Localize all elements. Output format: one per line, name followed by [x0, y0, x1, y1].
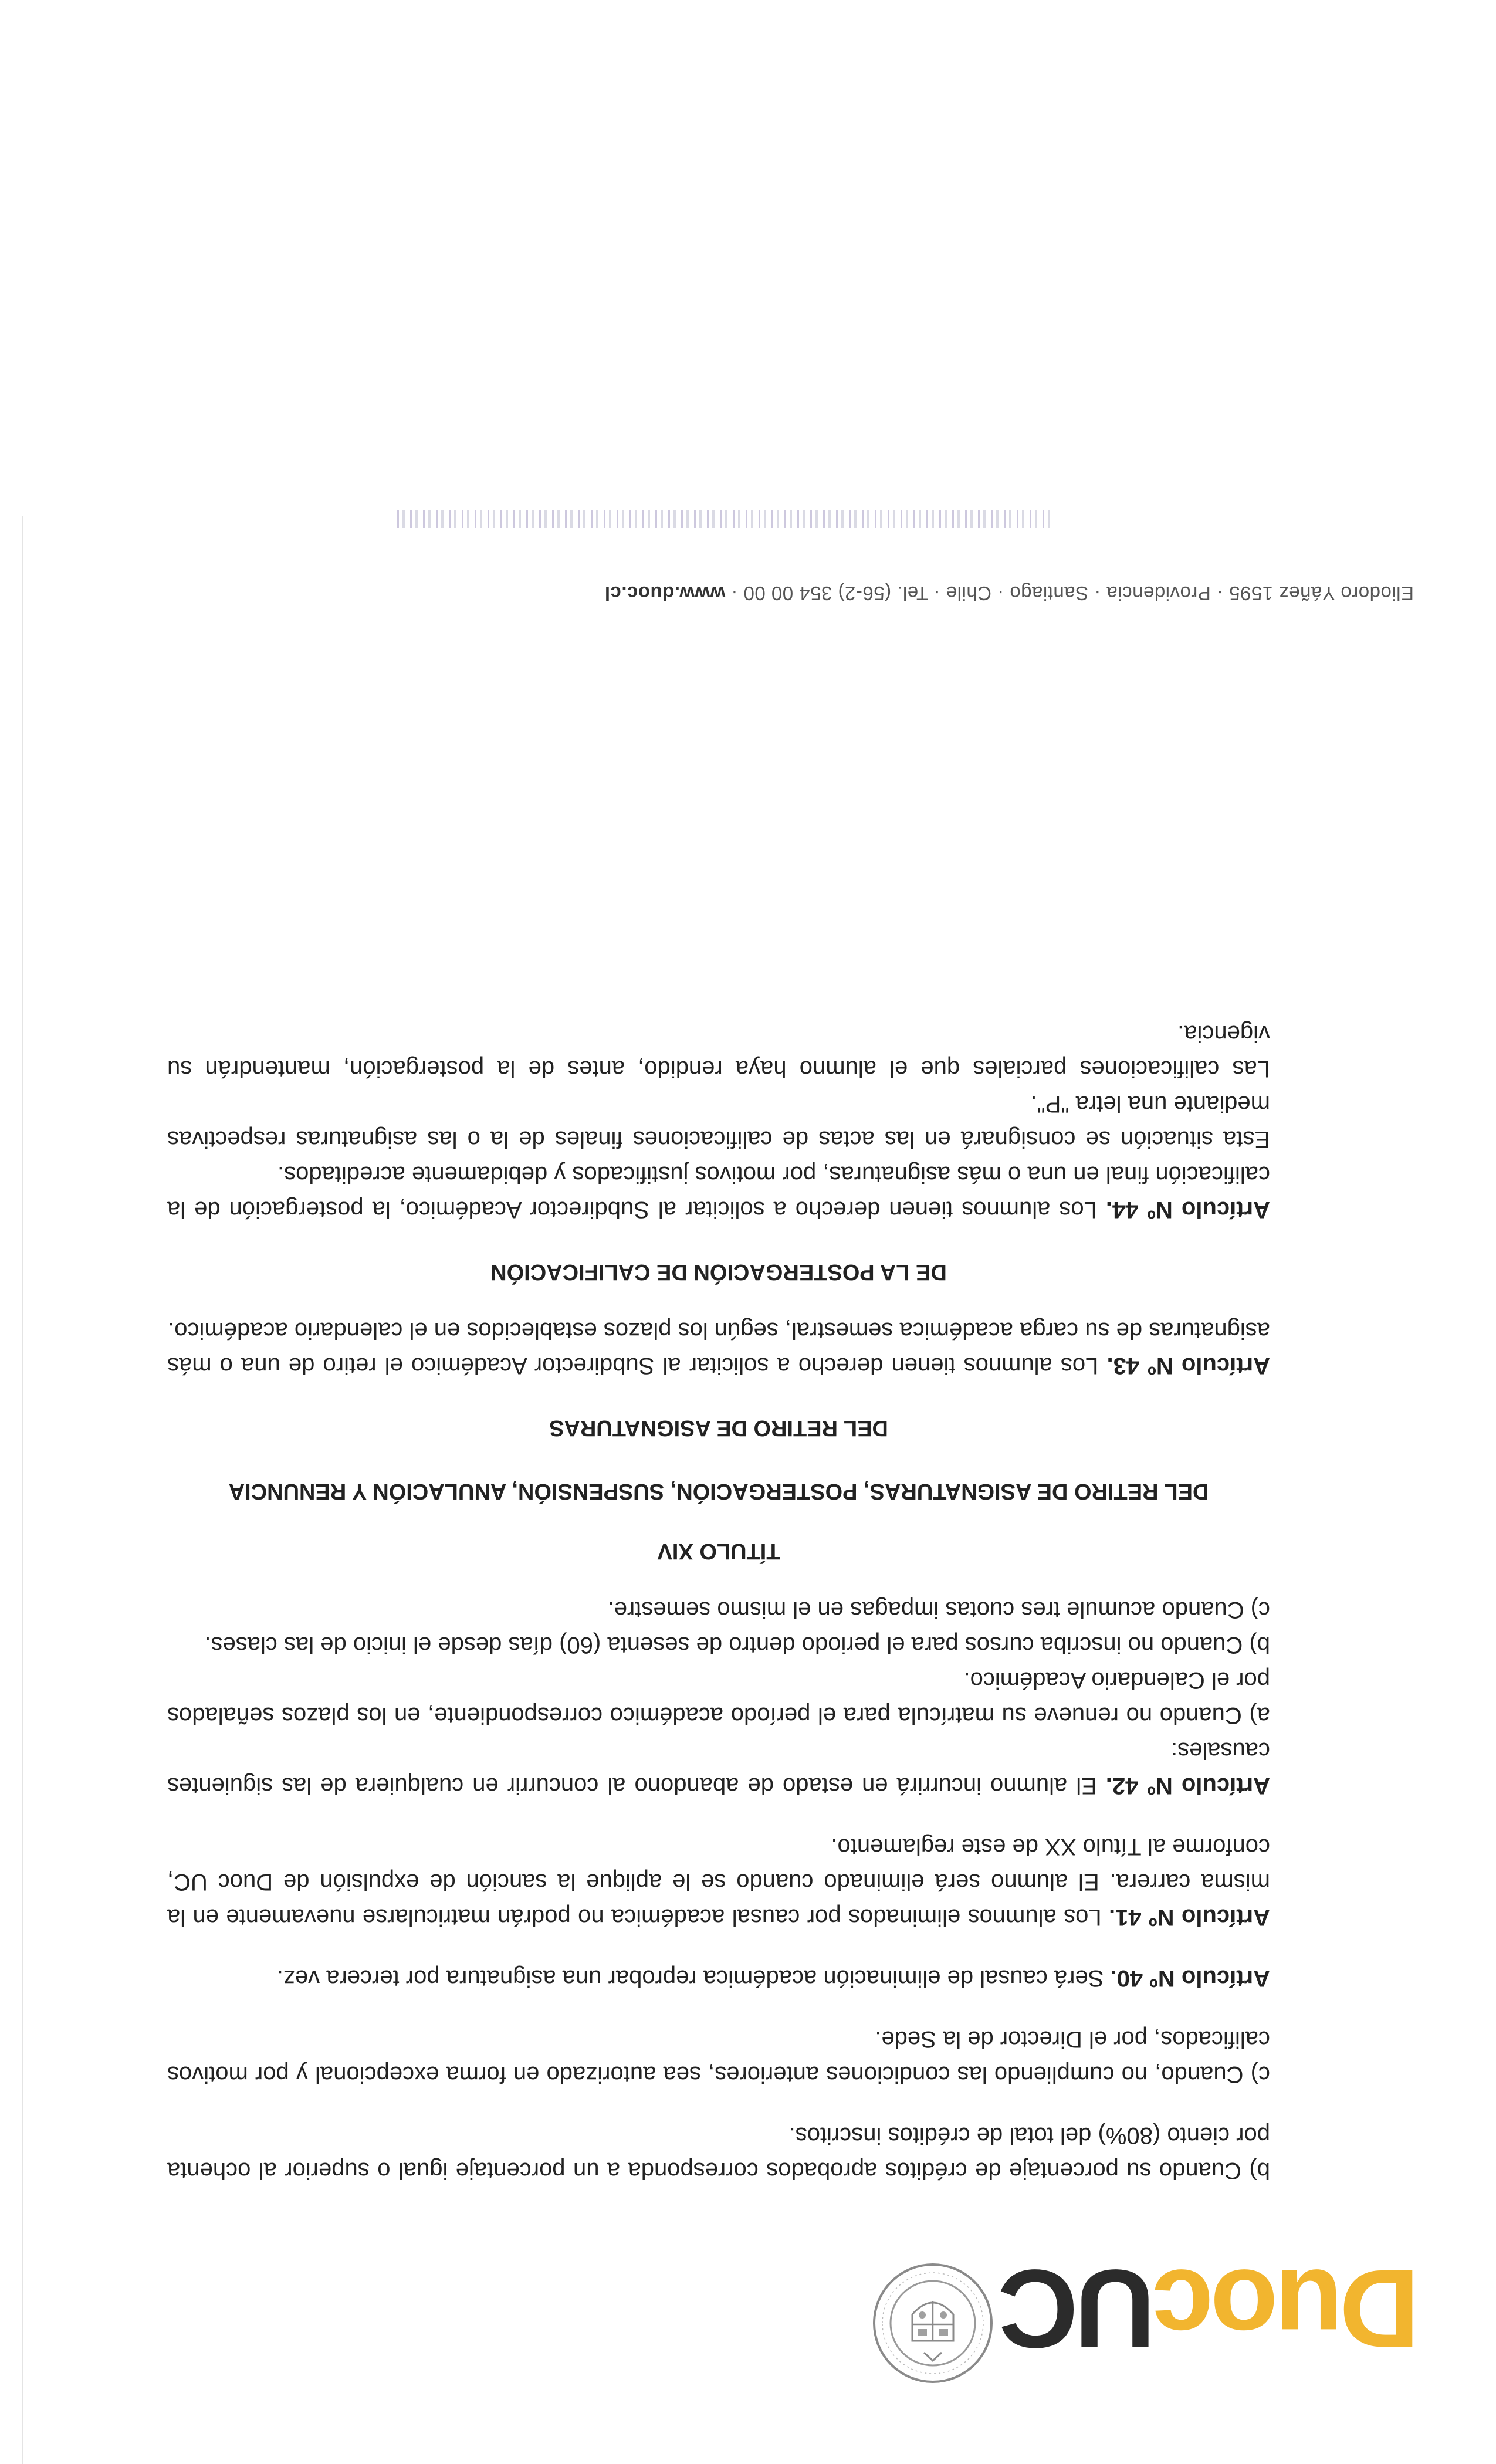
clause-paragraph — [167, 1087, 1270, 1157]
paragraph-text: Esta situación se consignará en las actas de calificaciones finales de la o las asignaturas respectivas mediante una letra "P". — [167, 1091, 1270, 1152]
paragraph-text: b) Cuando su porcentaje de créditos aprobados corresponda a un porcentaje igual o superior al ochenta por ciento (80%) del total de créditos inscritos. — [167, 2123, 1270, 2184]
article-paragraph — [167, 1829, 1270, 1935]
clause-paragraph — [167, 2118, 1270, 2188]
article-number: Artículo Nº 40. — [1110, 1965, 1270, 1991]
paragraph-text: Los alumnos eliminados por causal académica no podrán matricularse nuevamente en la misma carrera. El alumno será eliminado cuando se le aplique la sanción de expulsión de Duoc UC, conforme al Título XX de este reglamento. — [167, 1834, 1270, 1930]
logo-word-uc: UC — [1001, 2246, 1155, 2371]
article-number: Artículo Nº 41. — [1109, 1904, 1270, 1930]
logo-wordmark — [1001, 2246, 1420, 2371]
article-paragraph — [167, 1313, 1270, 1383]
clause-paragraph — [167, 1016, 1270, 1087]
page-footer — [299, 582, 1414, 604]
paragraph-text: Los alumnos tienen derecho a solicitar al Subdirector Académico, la postergación de la calificación final en una o más asignaturas, por motivos justificados y debidamente acreditados. — [167, 1162, 1270, 1223]
paragraph-text: c) Cuando acumule tres cuotas impagas en el mismo semestre. — [607, 1597, 1270, 1623]
paragraph-text: El alumno incurrirá en estado de abandono al concurrir en cualquiera de las siguientes causales: — [167, 1738, 1270, 1799]
clause-paragraph — [167, 1592, 1270, 1627]
university-seal-icon — [868, 2259, 997, 2388]
article-number: Artículo Nº 43. — [1106, 1353, 1270, 1379]
duoc-uc-logo — [892, 2246, 1420, 2388]
paragraph-text: a) Cuando no renueve su matrícula para el período académico correspondiente, en los plazos señalados por el Calendario Académico. — [167, 1667, 1270, 1728]
paragraph-text: b) Cuando no inscriba cursos para el periodo dentro de sesenta (60) días desde el inicio de las clases. — [204, 1632, 1270, 1658]
paragraph-text: Las calificaciones parciales que el alumno haya rendido, antes de la postergación, mantendrán su vigencia. — [167, 1021, 1270, 1082]
section-heading: TÍTULO XIV — [657, 1539, 780, 1563]
clause-paragraph — [167, 2022, 1270, 2092]
article-number: Artículo Nº 44. — [1105, 1197, 1270, 1223]
article-paragraph — [167, 1733, 1270, 1803]
article-paragraph — [167, 1157, 1270, 1227]
scan-edge — [22, 516, 23, 2464]
logo-word-duoc: Duoc — [1155, 2246, 1420, 2371]
paragraph-text: Será causal de eliminación académica reprobar una asignatura por tercera vez. — [276, 1965, 1111, 1991]
section-heading: DE LA POSTERGACIÓN DE CALIFICACIÓN — [490, 1260, 947, 1284]
article-paragraph — [167, 1961, 1270, 1996]
footer-website-link[interactable]: www.duoc.cl — [604, 583, 726, 604]
clause-paragraph — [167, 1663, 1270, 1733]
paragraph-text: Los alumnos tienen derecho a solicitar al Subdirector Académico el retiro de una o más asignaturas de su carga académica semestral, según los plazos establecidos en el calendario académico. — [167, 1318, 1270, 1379]
section-heading: DEL RETIRO DE ASIGNATURAS, POSTERGACIÓN, SUSPENSIÓN, ANULACIÓN Y RENUNCIA — [228, 1479, 1209, 1504]
section-heading: DEL RETIRO DE ASIGNATURAS — [549, 1416, 888, 1440]
clause-paragraph — [167, 1627, 1270, 1663]
footer-address: Eliodoro Yáñez 1595 · Providencia · Santiago · Chile · Tel. (56-2) 354 00 00 · — [725, 583, 1414, 604]
paragraph-text: c) Cuando, no cumpliendo las condiciones anteriores, sea autorizado en forma excepcional y por motivos calificados, por el Director de la Sede. — [167, 2026, 1270, 2087]
scan-artifact-strip — [393, 510, 1050, 528]
article-number: Artículo Nº 42. — [1105, 1773, 1270, 1799]
regulation-body — [167, 990, 1270, 2188]
